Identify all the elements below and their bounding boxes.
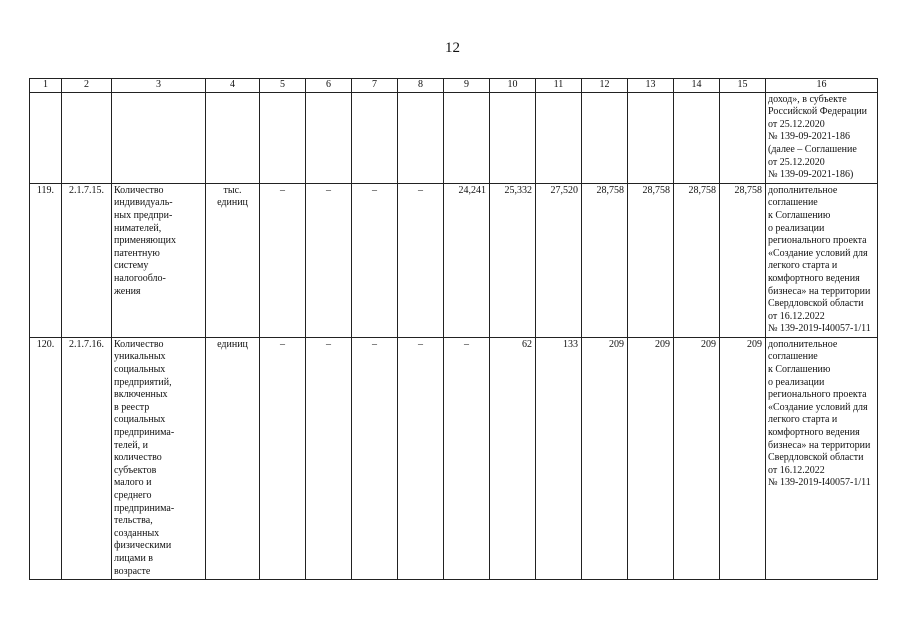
row-number: 119. [30,183,62,337]
value-cell: 25,332 [490,183,536,337]
value-cell: – [398,337,444,579]
continuation-row [30,92,878,183]
value-cell: – [352,337,398,579]
unit-cell: единиц [206,337,260,579]
header-cell: 3 [112,79,206,93]
page-number: 12 [445,40,460,56]
indicators-table [29,78,878,580]
value-cell: 27,520 [536,183,582,337]
unit-cell: тыс. единиц [206,183,260,337]
value-cell: – [260,337,306,579]
header-cell: 4 [206,79,260,93]
value-cell: – [306,337,352,579]
row-code: 2.1.7.15. [62,183,112,337]
header-cell: 14 [674,79,720,93]
header-cell: 1 [30,79,62,93]
row-code: 2.1.7.16. [62,337,112,579]
value-cell: – [352,183,398,337]
value-cell: 209 [628,337,674,579]
row-number: 120. [30,337,62,579]
header-cell: 5 [260,79,306,93]
header-cell: 9 [444,79,490,93]
basis-cell: доход», в субъекте Российской Федерации от 25.12.2020 № 139-09-2021-186 (далее – Соглашение от 25.12.2020 № 139-09-2021-186) [766,92,878,183]
header-cell: 6 [306,79,352,93]
table-row [30,183,878,337]
header-cell: 7 [352,79,398,93]
indicator-name: Количество уникальных социальных предприятий, включенных в реестр социальных предпринима- телей, и количество субъектов малого и среднего предпринима- тельства, созданных физическими лицами в возрасте [112,337,206,579]
value-cell: – [260,183,306,337]
value-cell: – [398,183,444,337]
value-cell: 28,758 [582,183,628,337]
value-cell: 62 [490,337,536,579]
header-cell: 12 [582,79,628,93]
value-cell: 28,758 [628,183,674,337]
value-cell: – [306,183,352,337]
header-cell: 16 [766,79,878,93]
header-cell: 11 [536,79,582,93]
table-row [30,337,878,579]
value-cell: 209 [674,337,720,579]
basis-cell: дополнительное соглашение к Соглашению о реализации регионального проекта «Создание условий для легкого старта и комфортного ведения бизнеса» на территории Свердловской области от 16.12.2022 № 139-2019-I40057-1/11 [766,183,878,337]
value-cell: 209 [582,337,628,579]
value-cell: – [444,337,490,579]
value-cell: 133 [536,337,582,579]
value-cell: 28,758 [720,183,766,337]
indicator-name: Количество индивидуаль- ных предпри- нимателей, применяющих патентную систему налогообло- жения [112,183,206,337]
value-cell: 209 [720,337,766,579]
header-cell: 10 [490,79,536,93]
header-cell: 15 [720,79,766,93]
value-cell: 24,241 [444,183,490,337]
basis-cell: дополнительное соглашение к Соглашению о реализации регионального проекта «Создание условий для легкого старта и комфортного ведения бизнеса» на территории Свердловской области от 16.12.2022 № 139-2019-I40057-1/11 [766,337,878,579]
header-cell: 13 [628,79,674,93]
header-cell: 8 [398,79,444,93]
table-header-row [30,79,878,93]
value-cell: 28,758 [674,183,720,337]
header-cell: 2 [62,79,112,93]
